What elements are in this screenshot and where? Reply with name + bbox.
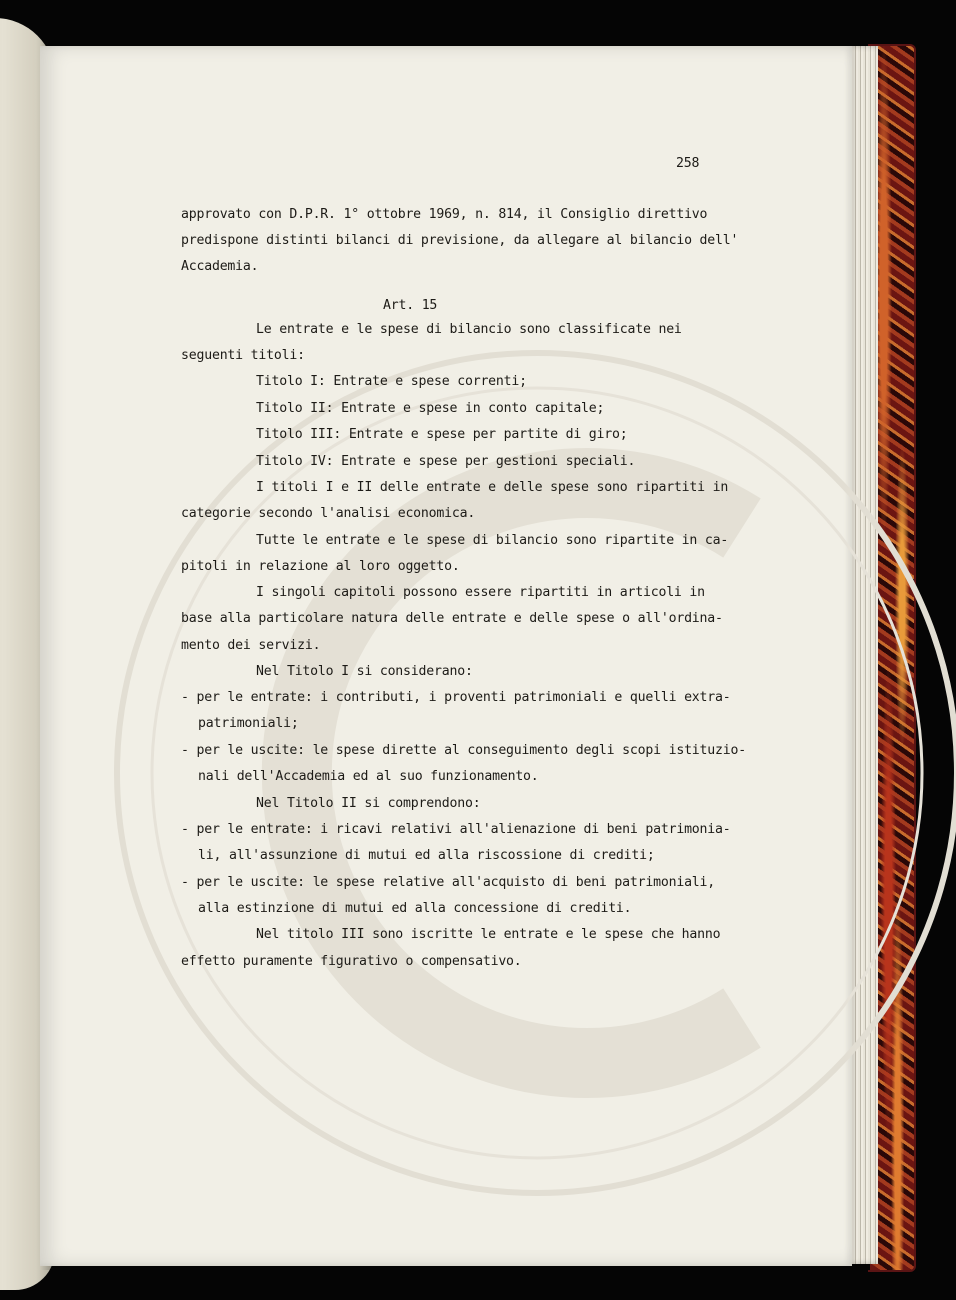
text-line: Nel Titolo I si considerano: — [256, 664, 473, 679]
text-line: - per le uscite: le spese relative all'acquisto di beni patrimoniali, — [181, 875, 716, 890]
document-page — [40, 46, 852, 1266]
text-line: alla estinzione di mutui ed alla concessione di crediti. — [198, 901, 632, 916]
text-line: - per le entrate: i contributi, i proventi patrimoniali e quelli extra- — [181, 690, 731, 705]
text-line: effetto puramente figurativo o compensativo. — [181, 954, 522, 969]
text-line: I singoli capitoli possono essere ripartiti in articoli in — [256, 585, 705, 600]
typewritten-text — [40, 46, 852, 1266]
page-number: 258 — [676, 156, 700, 171]
text-line: - per le uscite: le spese dirette al conseguimento degli scopi istituzio- — [181, 743, 746, 758]
text-line: base alla particolare natura delle entrate e delle spese o all'ordina- — [181, 611, 723, 626]
text-line: Tutte le entrate e le spese di bilancio sono ripartite in ca- — [256, 533, 729, 548]
text-line: Nel titolo III sono iscritte le entrate e le spese che hanno — [256, 927, 721, 942]
page-stack-edge — [848, 46, 878, 1264]
text-line: predispone distinti bilanci di previsione, da allegare al bilancio dell' — [181, 233, 739, 248]
text-line: seguenti titoli: — [181, 348, 305, 363]
text-line: pitoli in relazione al loro oggetto. — [181, 559, 460, 574]
text-line: Titolo I: Entrate e spese correnti; — [256, 374, 527, 389]
text-line: Le entrate e le spese di bilancio sono classificate nei — [256, 322, 682, 337]
text-line: Nel Titolo II si comprendono: — [256, 796, 481, 811]
text-line: Titolo III: Entrate e spese per partite di giro; — [256, 427, 628, 442]
text-line: mento dei servizi. — [181, 638, 321, 653]
text-line: Titolo IV: Entrate e spese per gestioni speciali. — [256, 454, 636, 469]
text-line: Titolo II: Entrate e spese in conto capitale; — [256, 401, 605, 416]
text-line: li, all'assunzione di mutui ed alla riscossione di crediti; — [198, 848, 655, 863]
text-line: Accademia. — [181, 259, 259, 274]
text-line: nali dell'Accademia ed al suo funzionamento. — [198, 769, 539, 784]
text-line: - per le entrate: i ricavi relativi all'alienazione di beni patrimonia- — [181, 822, 731, 837]
text-line: categorie secondo l'analisi economica. — [181, 506, 476, 521]
article-heading: Art. 15 — [383, 298, 438, 313]
text-line: approvato con D.P.R. 1° ottobre 1969, n. 814, il Consiglio direttivo — [181, 207, 708, 222]
text-line: I titoli I e II delle entrate e delle spese sono ripartiti in — [256, 480, 729, 495]
text-line: patrimoniali; — [198, 716, 299, 731]
